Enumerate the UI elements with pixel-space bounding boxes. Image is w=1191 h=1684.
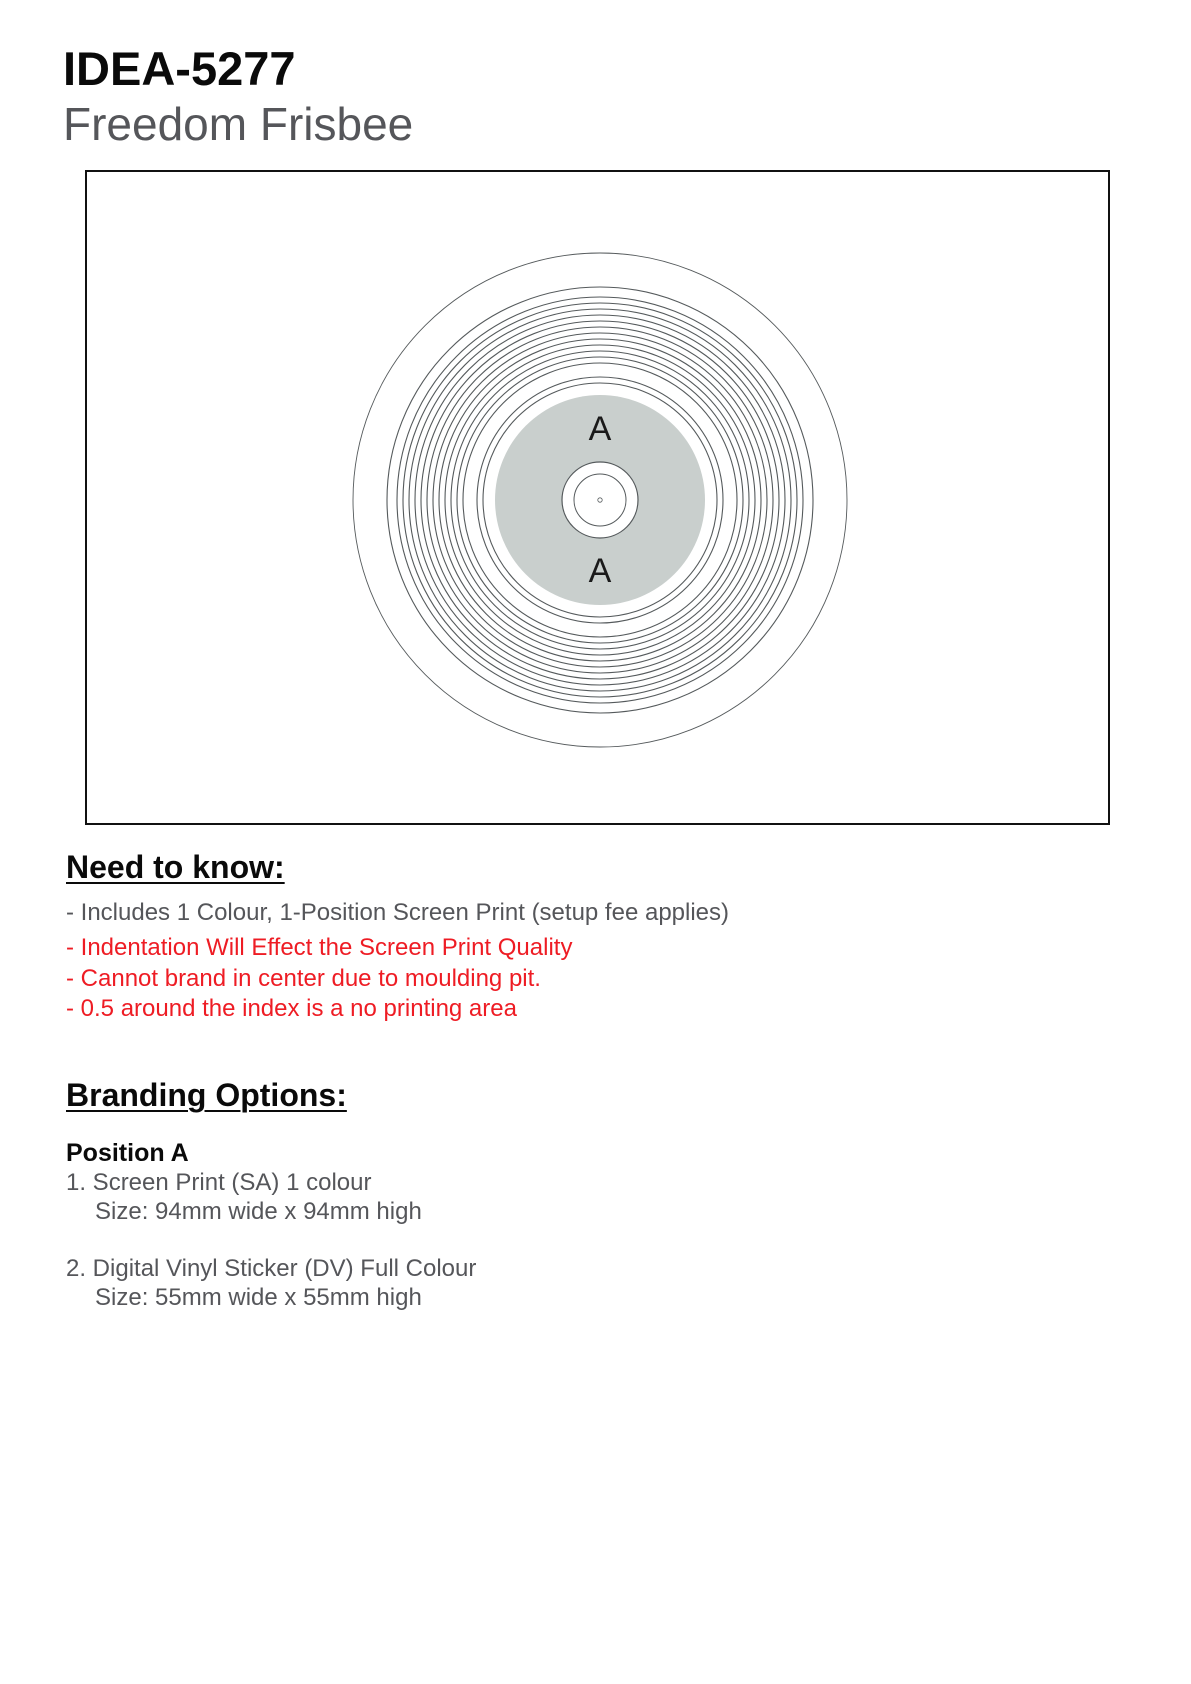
branding-option-2 — [66, 1254, 476, 1312]
product-diagram-frame — [85, 170, 1110, 825]
position-label-top: A — [588, 410, 612, 448]
option-2-method: 2. Digital Vinyl Sticker (DV) Full Colour — [66, 1255, 477, 1282]
product-code: IDEA-5277 — [63, 42, 296, 95]
product-name: Freedom Frisbee — [63, 98, 414, 150]
need-to-know-heading: Need to know: — [66, 849, 285, 885]
position-label-bottom: A — [588, 552, 612, 590]
option-1-size: Size: 94mm wide x 94mm high — [95, 1198, 422, 1225]
frisbee-diagram — [87, 172, 1107, 822]
note-includes-print: - Includes 1 Colour, 1-Position Screen Print (setup fee applies) — [66, 899, 730, 926]
note-indentation-warning: - Indentation Will Effect the Screen Print Quality — [66, 934, 573, 961]
center-index-ring — [562, 462, 638, 538]
note-no-center-branding: - Cannot brand in center due to moulding pit. — [66, 965, 541, 992]
note-no-print-area: - 0.5 around the index is a no printing area — [66, 995, 517, 1022]
branding-option-1 — [66, 1168, 422, 1226]
branding-options-heading: Branding Options: — [66, 1077, 347, 1113]
option-2-size: Size: 55mm wide x 55mm high — [95, 1284, 422, 1311]
option-1-method: 1. Screen Print (SA) 1 colour — [66, 1169, 372, 1196]
position-a-title: Position A — [66, 1139, 189, 1167]
